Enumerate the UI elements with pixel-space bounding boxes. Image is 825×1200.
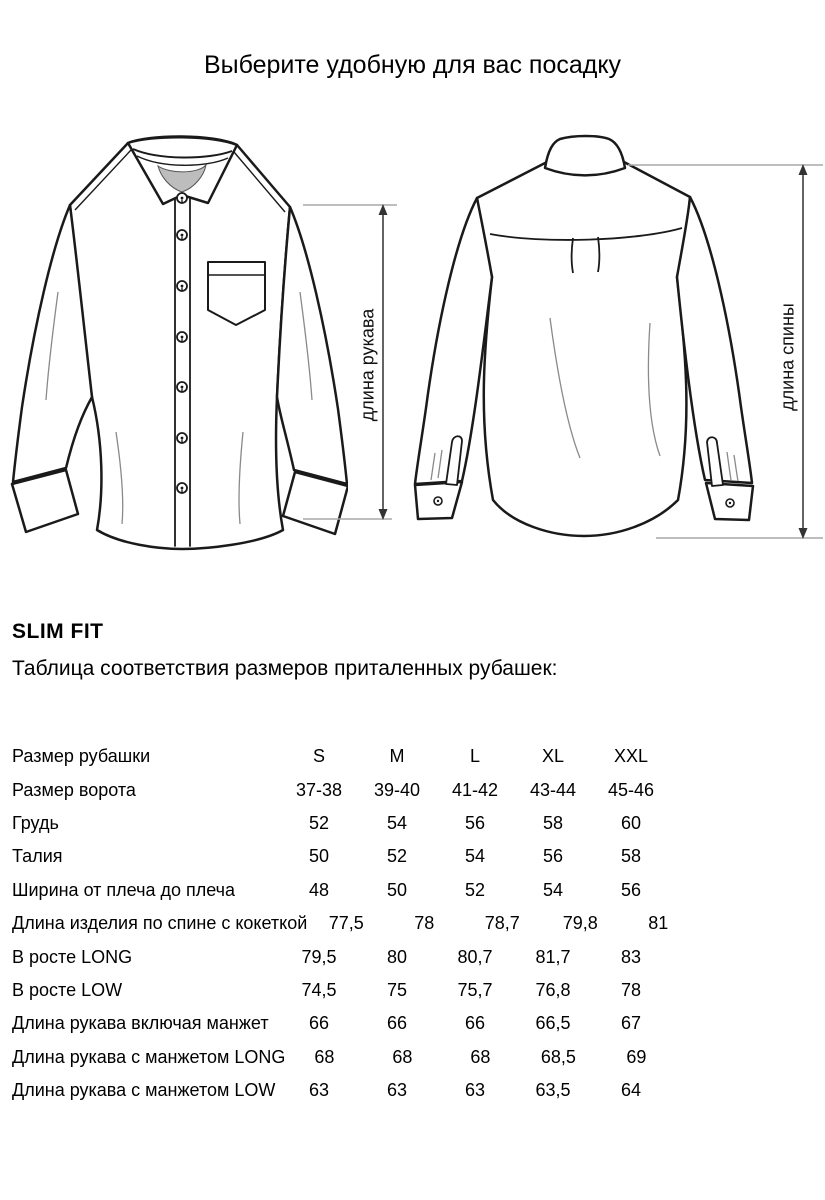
section-heading: SLIM FIT — [12, 620, 104, 643]
cell-value: 68,5 — [540, 1046, 576, 1067]
cell-value: 79,5 — [301, 946, 337, 967]
cell-value: 79,8 — [562, 913, 598, 934]
table-subtitle: Таблица соответствия размеров приталенных рубашек: — [12, 657, 558, 680]
cell-value: 75 — [386, 979, 408, 1000]
cell-value: 60 — [620, 812, 642, 833]
row-label: Длина рукава включая манжет — [12, 1013, 269, 1034]
cell-value: 66 — [308, 1013, 330, 1034]
cell-value: 80,7 — [457, 946, 493, 967]
page-title: Выберите удобную для вас посадку — [203, 51, 622, 79]
cell-value: 68 — [314, 1046, 335, 1067]
table-row — [12, 874, 672, 907]
cell-value: 80 — [386, 946, 408, 967]
cell-value: 50 — [386, 879, 408, 900]
cell-value: 63 — [386, 1080, 408, 1101]
shirt-diagrams — [0, 120, 825, 580]
cell-value: 54 — [464, 846, 486, 867]
cell-value: 56 — [620, 879, 642, 900]
row-label: Талия — [12, 846, 63, 867]
cell-value: 56 — [542, 846, 564, 867]
cell-value: 43-44 — [529, 779, 577, 800]
cell-value: 77,5 — [328, 913, 364, 934]
cell-value: 58 — [620, 846, 642, 867]
row-label: Грудь — [12, 812, 59, 833]
cell-value: XL — [541, 746, 565, 767]
cell-value: 63,5 — [535, 1080, 571, 1101]
row-label: Размер рубашки — [12, 746, 151, 767]
size-table — [12, 740, 672, 1107]
cell-value: 68 — [470, 1046, 491, 1067]
shirt-back-drawing — [402, 128, 767, 563]
cell-value: 37-38 — [295, 779, 343, 800]
cell-value: 67 — [620, 1013, 642, 1034]
cell-value: 45-46 — [607, 779, 655, 800]
table-row — [12, 974, 672, 1007]
cell-value: 52 — [308, 812, 330, 833]
row-label: Длина рукава с манжетом LOW — [12, 1080, 276, 1101]
cell-value: 74,5 — [301, 979, 337, 1000]
row-label: Длина рукава с манжетом LONG — [12, 1046, 286, 1067]
cell-value: 69 — [626, 1046, 647, 1067]
cell-value: 54 — [386, 812, 408, 833]
cell-value: 78 — [620, 979, 642, 1000]
cell-value: 50 — [308, 846, 330, 867]
row-label: Размер ворота — [12, 779, 136, 800]
cell-value: 58 — [542, 812, 564, 833]
cell-value: 66 — [464, 1013, 486, 1034]
cell-value: 81 — [648, 913, 669, 934]
cell-value: 66,5 — [535, 1013, 571, 1034]
cell-value: 48 — [308, 879, 330, 900]
cell-value: 81,7 — [535, 946, 571, 967]
shirt-front-drawing — [8, 132, 348, 557]
cell-value: XXL — [613, 746, 649, 767]
cell-value: S — [312, 746, 325, 767]
cell-value: 78 — [414, 913, 435, 934]
cell-value: L — [469, 746, 480, 767]
cell-value: 68 — [392, 1046, 413, 1067]
cell-value: 75,7 — [457, 979, 493, 1000]
cell-value: 83 — [620, 946, 642, 967]
row-label: Длина изделия по спине с кокеткой — [12, 913, 308, 934]
table-row — [12, 740, 672, 773]
table-row — [12, 940, 672, 973]
table-row — [12, 1007, 672, 1040]
table-row — [12, 773, 672, 806]
table-row — [12, 807, 672, 840]
cell-value: 52 — [464, 879, 486, 900]
table-row — [12, 1041, 672, 1074]
cell-value: 63 — [464, 1080, 486, 1101]
cell-value: 63 — [308, 1080, 330, 1101]
table-row — [12, 1074, 672, 1107]
cell-value: 52 — [386, 846, 408, 867]
cell-value: 66 — [386, 1013, 408, 1034]
cell-value: 39-40 — [373, 779, 421, 800]
cell-value: 56 — [464, 812, 486, 833]
sleeve-length-label: длина рукава — [357, 308, 378, 422]
back-length-label: длина спины — [777, 303, 798, 411]
cell-value: 64 — [620, 1080, 642, 1101]
cell-value: 41-42 — [451, 779, 499, 800]
cell-value: 76,8 — [535, 979, 571, 1000]
table-row — [12, 907, 672, 940]
row-label: В росте LOW — [12, 979, 123, 1000]
cell-value: 54 — [542, 879, 564, 900]
row-label: Ширина от плеча до плеча — [12, 879, 236, 900]
table-row — [12, 840, 672, 873]
cell-value: 78,7 — [484, 913, 520, 934]
cell-value: M — [389, 746, 405, 767]
row-label: В росте LONG — [12, 946, 133, 967]
